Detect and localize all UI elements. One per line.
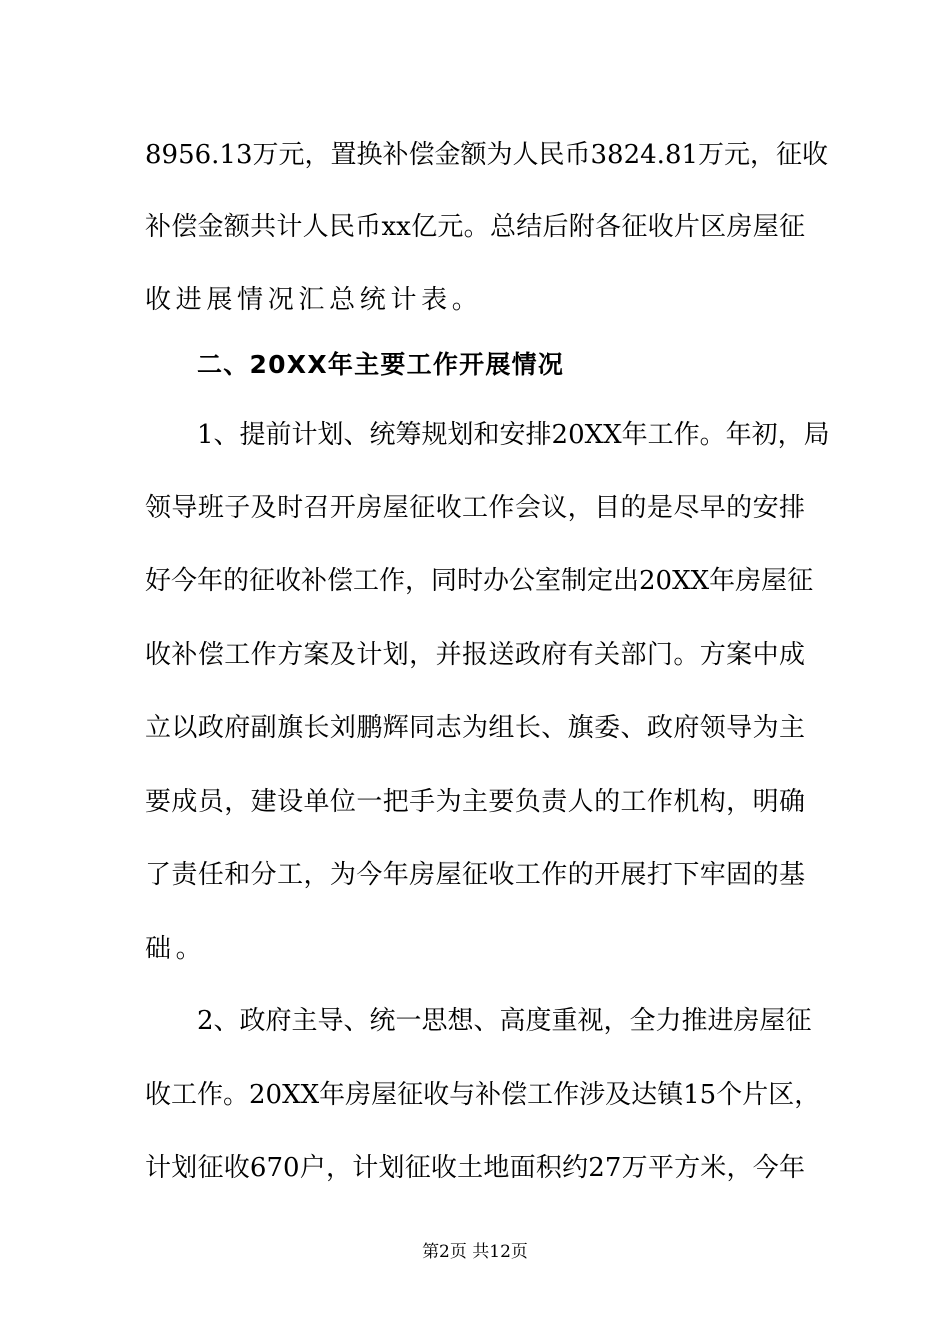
paragraph-line: 计划征收670户，计划征收土地面积约27万平方米，今年 <box>145 1153 805 1183</box>
paragraph-line: 了责任和分工，为今年房屋征收工作的开展打下牢固的基 <box>145 860 805 890</box>
paragraph-line: 立以政府副旗长刘鹏辉同志为组长、旗委、政府领导为主 <box>145 713 805 743</box>
paragraph-line: 础。 <box>145 934 207 964</box>
paragraph-line: 8956.13万元，置换补偿金额为人民币3824.81万元，征收 <box>145 140 829 170</box>
paragraph-line: 领导班子及时召开房屋征收工作会议，目的是尽早的安排 <box>145 493 805 523</box>
page-footer: 第2页 共12页 <box>422 1242 528 1262</box>
paragraph-line: 收工作。20XX年房屋征收与补偿工作涉及达镇15个片区， <box>145 1080 821 1110</box>
paragraph-line: 1、提前计划、统筹规划和安排20XX年工作。年初，局 <box>197 420 830 450</box>
paragraph-line: 收补偿工作方案及计划，并报送政府有关部门。方案中成 <box>145 640 805 670</box>
paragraph-line: 要成员，建设单位一把手为主要负责人的工作机构，明确 <box>145 787 805 817</box>
paragraph-line: 补偿金额共计人民币xx亿元。总结后附各征收片区房屋征 <box>145 212 805 242</box>
paragraph-line: 收进展情况汇总统计表。 <box>145 285 483 315</box>
paragraph-line: 2、政府主导、统一思想、高度重视，全力推进房屋征 <box>197 1006 812 1036</box>
section-heading: 二、20XX年主要工作开展情况 <box>197 350 565 379</box>
paragraph-line: 好今年的征收补偿工作，同时办公室制定出20XX年房屋征 <box>145 566 814 596</box>
